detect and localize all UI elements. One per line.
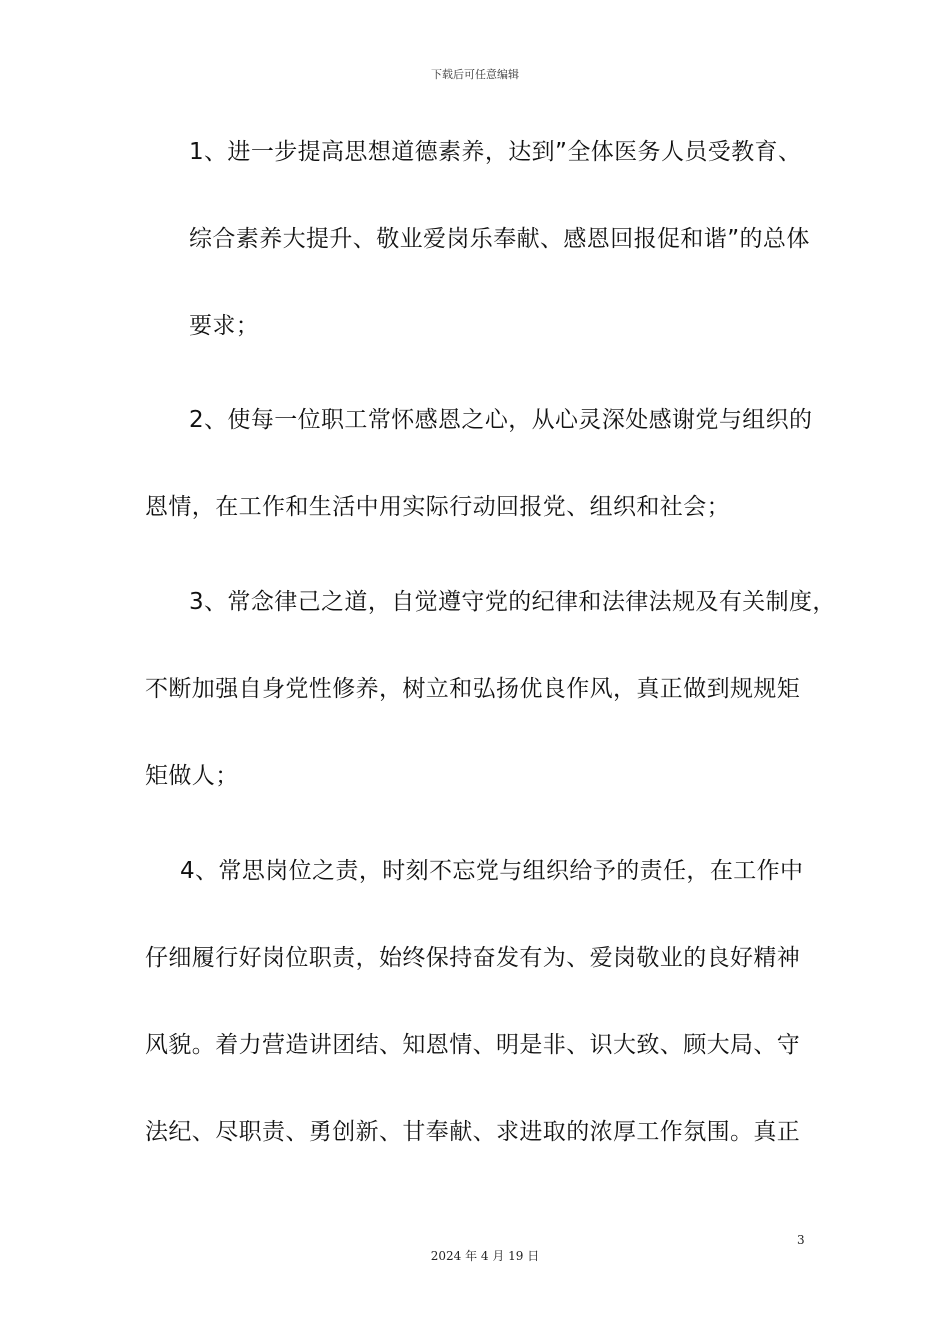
paragraph-line: 1、进一步提高思想道德素养，达到”全体医务人员受教育、: [189, 139, 802, 165]
page-number: 3: [797, 1233, 805, 1247]
header-note: 下载后可任意编辑: [431, 68, 519, 81]
paragraph-line: 2、使每一位职工常怀感恩之心，从心灵深处感谢党与组织的: [189, 407, 813, 433]
paragraph-line: 要求；: [189, 313, 260, 339]
paragraph-line: 矩做人；: [145, 763, 239, 789]
footer-date: 2024 年 4 月 19 日: [430, 1249, 540, 1263]
paragraph-line: 仔细履行好岗位职责，始终保持奋发有为、爱岗敬业的良好精神: [145, 945, 801, 971]
paragraph-line: 法纪、尽职责、勇创新、甘奉献、求进取的浓厚工作氛围。真正: [145, 1119, 801, 1145]
paragraph-line: 4、常思岗位之责，时刻不忘党与组织给予的责任，在工作中: [180, 858, 804, 884]
paragraph-line: 综合素养大提升、敬业爱岗乐奉献、感恩回报促和谐”的总体: [189, 226, 810, 252]
paragraph-line: 风貌。着力营造讲团结、知恩情、明是非、识大致、顾大局、守: [145, 1032, 801, 1058]
paragraph-line: 3、常念律己之道，自觉遵守党的纪律和法律法规及有关制度，: [189, 589, 836, 615]
paragraph-line: 恩情，在工作和生活中用实际行动回报党、组织和社会；: [145, 494, 730, 520]
paragraph-line: 不断加强自身党性修养，树立和弘扬优良作风，真正做到规规矩: [145, 676, 801, 702]
